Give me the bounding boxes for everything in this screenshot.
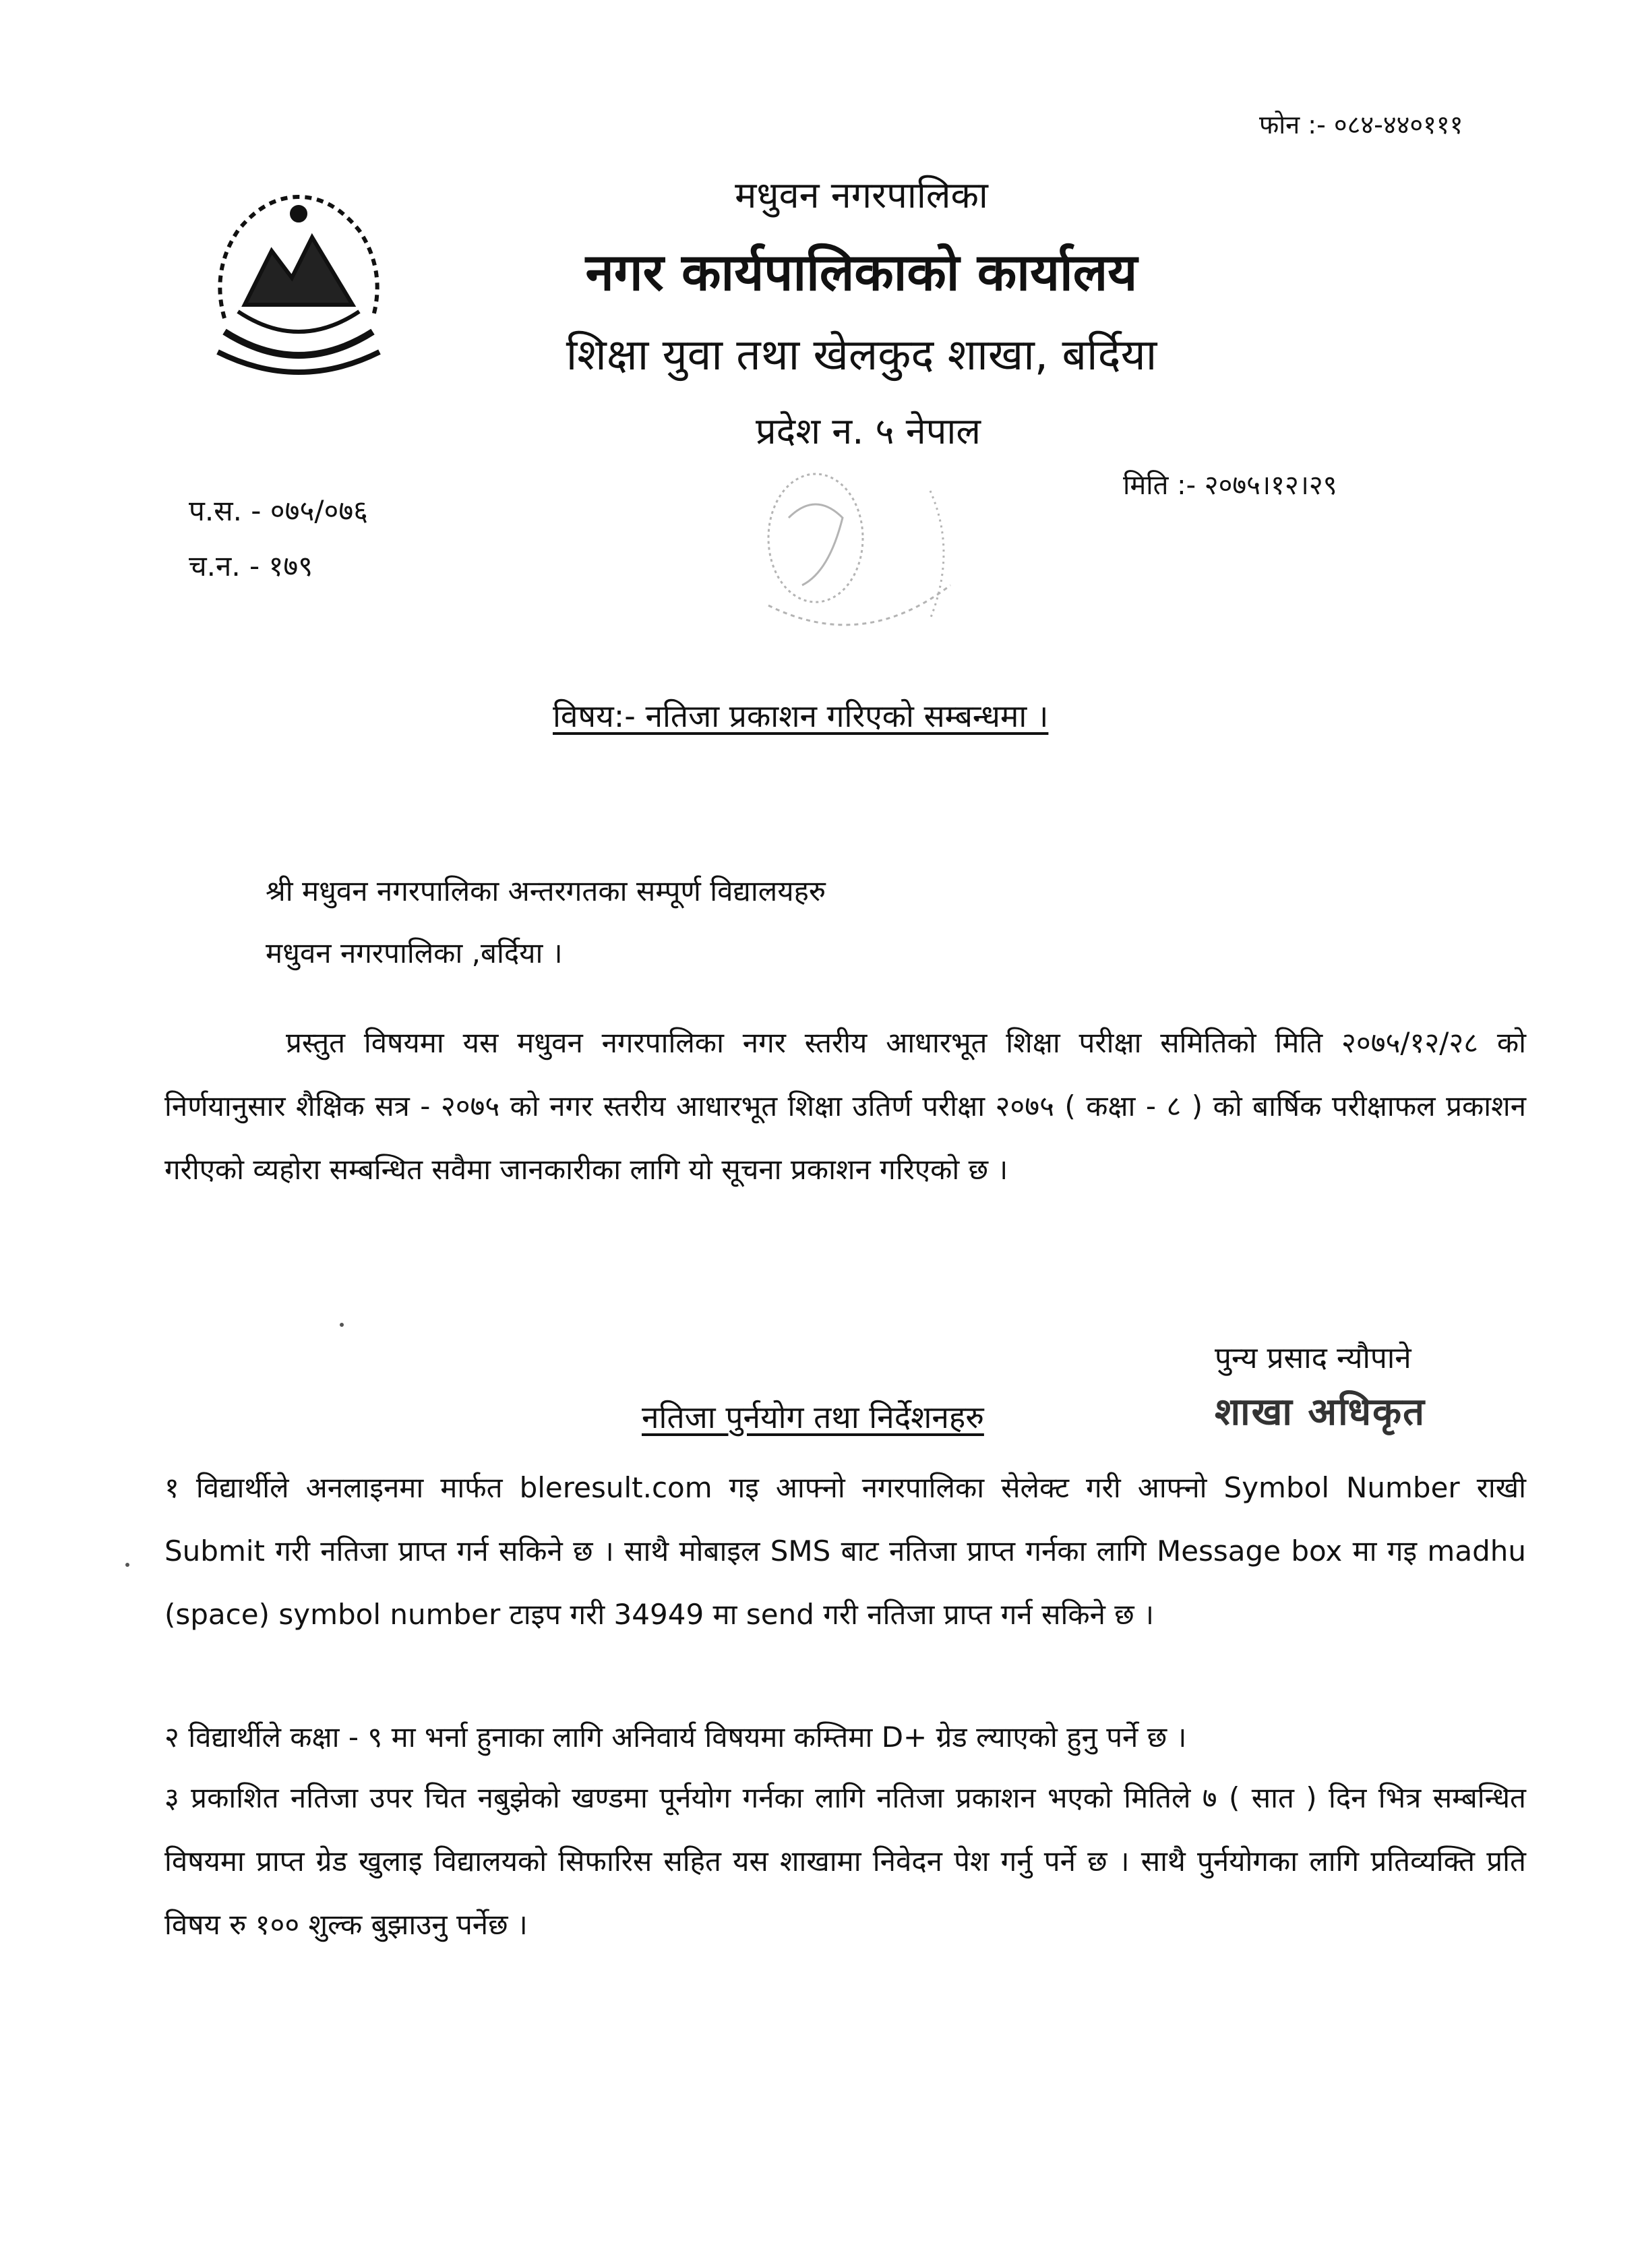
- instruction-item: ३ प्रकाशित नतिजा उपर चित नबुझेको खण्डमा पूर्नयोग गर्नका लागि नतिजा प्रकाशन भएको मितिले ७ ( सात ) दिन भित्र सम्बन्धित विषयमा प्राप्त ग्रेड खुलाइ विद्यालयको सिफारिस सहित यस शाखामा निवेदन पेश गर्नु पर्ने छ । साथै पुर्नयोगका लागि प्रतिव्यक्ति प्रति विषय रु १०० शुल्क बुझाउनु पर्नेछ ।: [164, 1781, 1526, 1941]
- addressee-line-1: श्री मधुवन नगरपालिका अन्तरगतका सम्पूर्ण विद्यालयहरु: [266, 874, 826, 907]
- reference-number: प.स. - ०७५/०७६: [189, 494, 368, 527]
- office-name: नगर कार्यपालिकाको कार्यालय: [585, 242, 1138, 302]
- instructions-heading: नतिजा पुर्नयोग तथा निर्देशनहरु: [642, 1399, 984, 1435]
- letter-date: मिति :- २०७५।१२।२९: [1123, 470, 1337, 501]
- municipality-name: मधुवन नगरपालिका: [735, 174, 988, 216]
- dispatch-number: च.न. - १७९: [189, 549, 313, 583]
- signatory-name: पुन्य प्रसाद न्यौपाने: [1215, 1341, 1411, 1375]
- addressee-line-2: मधुवन नगरपालिका ,बर्दिया ।: [266, 936, 563, 969]
- designation-stamp: शाखा अधिकृत: [1215, 1390, 1426, 1434]
- section-name: शिक्षा युवा तथा खेलकुद शाखा, बर्दिया: [566, 330, 1157, 380]
- scan-speck: [125, 1563, 129, 1567]
- province-name: प्रदेश न. ५ नेपाल: [755, 410, 981, 452]
- scan-speck: [340, 1323, 344, 1327]
- phone-number: फोन :- ०८४-४४०१११: [1259, 110, 1463, 140]
- office-seal-stamp-icon: [728, 450, 998, 680]
- body-paragraph: प्रस्तुत विषयमा यस मधुवन नगरपालिका नगर स्तरीय आधारभूत शिक्षा परीक्षा समितिको मिति २०७५/१२/२८ को निर्णयानुसार शैक्षिक सत्र - २०७५ को नगर स्तरीय आधारभूत शिक्षा उतिर्ण परीक्षा २०७५ ( कक्षा - ८ ) को बार्षिक परीक्षाफल प्रकाशन गरीएको व्यहोरा सम्बन्धित सवैमा जानकारीका लागि यो सूचना प्रकाशन गरिएको छ ।: [164, 1026, 1526, 1186]
- instruction-item: १ विद्यार्थीले अनलाइनमा मार्फत bleresult.com गइ आफ्नो नगरपालिका सेलेक्ट गरी आफ्नो Symbol Number राखी Submit गरी नतिजा प्राप्त गर्न सकिने छ । साथै मोबाइल SMS बाट नतिजा प्राप्त गर्नका लागि Message box मा गइ madhu (space) symbol number टाइप गरी 34949 मा send गरी नतिजा प्राप्त गर्न सकिने छ ।: [164, 1471, 1526, 1631]
- letter-subject: विषय:- नतिजा प्रकाशन गरिएको सम्बन्धमा ।: [553, 698, 1049, 734]
- instruction-item: २ विद्यार्थीले कक्षा - ९ मा भर्ना हुनाका लागि अनिवार्य विषयमा कम्तिमा D+ ग्रेड ल्याएको हुनु पर्ने छ ।: [164, 1721, 1187, 1754]
